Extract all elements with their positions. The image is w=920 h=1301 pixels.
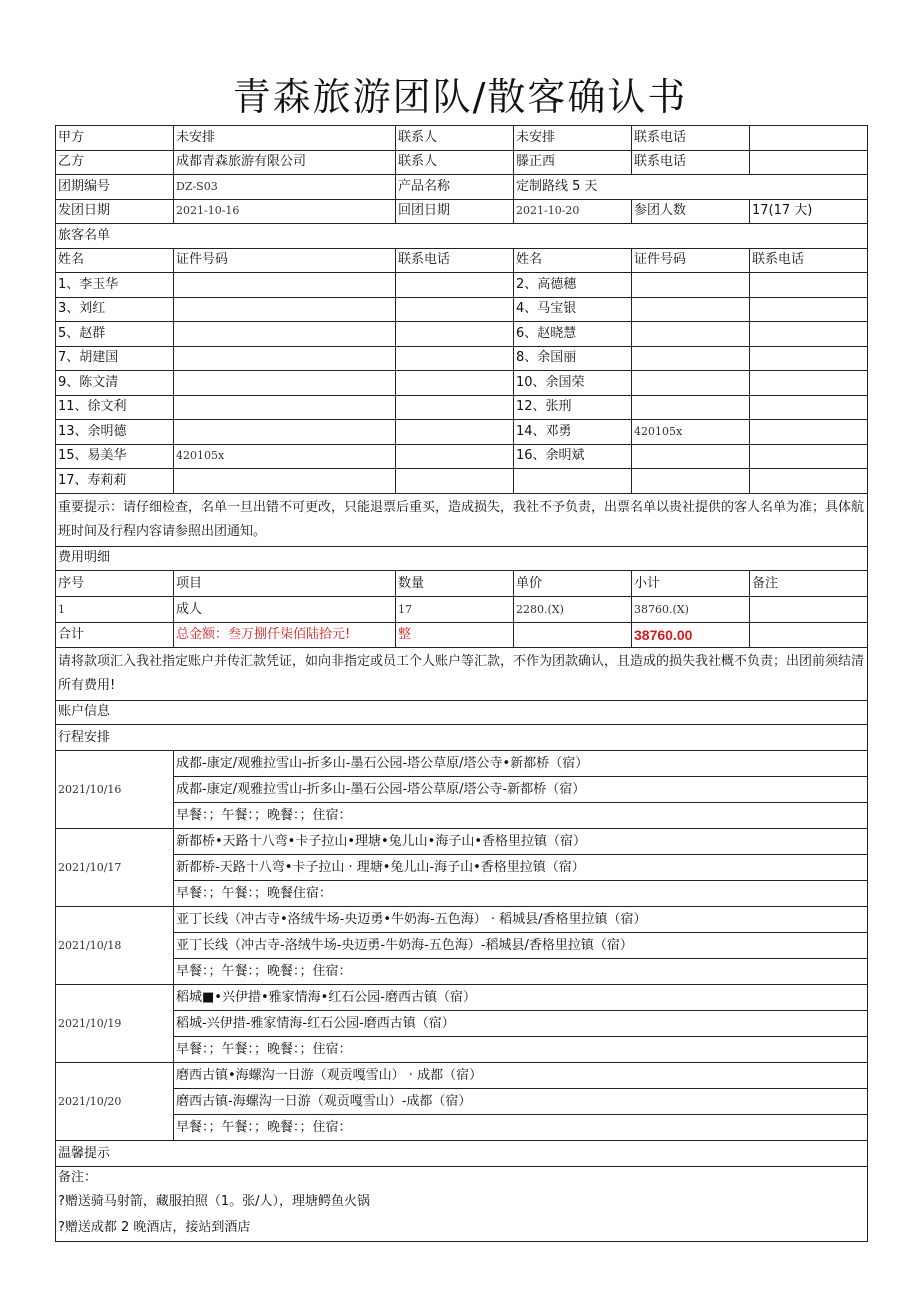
- fee-qty: 17: [396, 597, 514, 623]
- traveler-phone: [396, 371, 514, 396]
- traveler-id: [174, 273, 396, 298]
- payment-notice-row: [56, 647, 868, 700]
- itinerary-date: 2021/10/20: [56, 1063, 174, 1141]
- traveler-id: [632, 395, 750, 420]
- traveler-name: 8、余国丽: [514, 346, 632, 371]
- itinerary-route: 磨西古镇•海螺沟一日游（观贡嘎雪山） · 成都（宿）: [174, 1063, 868, 1089]
- traveler-id: 420105x: [174, 444, 396, 469]
- traveler-phone: [396, 322, 514, 347]
- party-b-phone-label: 联系电话: [632, 150, 750, 175]
- itinerary-route: 亚丁长线（冲古寺-洛绒牛场-央迈勇-牛奶海-五色海）-稻城县/香格里拉镇（宿）: [174, 933, 868, 959]
- traveler-name: 7、胡建国: [56, 346, 174, 371]
- itinerary-row: [56, 803, 868, 829]
- itinerary-date: 2021/10/18: [56, 907, 174, 985]
- tips-row: [56, 1141, 868, 1167]
- party-b-row: [56, 150, 868, 175]
- traveler-phone: [396, 297, 514, 322]
- count-label: 参团人数: [632, 199, 750, 224]
- important-notice-row: [56, 493, 868, 546]
- product-name: 定制路线 5 天: [514, 175, 868, 200]
- traveler-phone: [750, 371, 868, 396]
- confirmation-table: [55, 125, 868, 1242]
- party-a-contact: 未安排: [514, 126, 632, 151]
- itinerary-row: [56, 777, 868, 803]
- traveler-id: [174, 420, 396, 445]
- traveler-name: 12、张刑: [514, 395, 632, 420]
- fees-section-label: 费用明细: [56, 546, 868, 571]
- itinerary-date: 2021/10/16: [56, 751, 174, 829]
- itinerary-row: [56, 855, 868, 881]
- itinerary-meals: 早餐：；午餐：；晚餐：；住宿：: [174, 1037, 868, 1063]
- party-b-contact-label: 联系人: [396, 150, 514, 175]
- itinerary-row: [56, 933, 868, 959]
- header-id-2: 证件号码: [632, 248, 750, 273]
- account-label: 账户信息: [56, 700, 868, 725]
- fee-header-qty: 数量: [396, 571, 514, 597]
- traveler-row: [56, 297, 868, 322]
- traveler-phone: [396, 346, 514, 371]
- total-words: 总金额：叁万捌仟柒佰陆拾元!: [174, 623, 396, 648]
- traveler-id: [632, 346, 750, 371]
- itinerary-route: 成都-康定/观雅拉雪山-折多山-墨石公园-塔公草原/塔公寺-新都桥（宿）: [174, 777, 868, 803]
- total-remark: [750, 623, 868, 648]
- traveler-row: [56, 395, 868, 420]
- party-b-label: 乙方: [56, 150, 174, 175]
- traveler-phone: [396, 444, 514, 469]
- traveler-phone: [750, 469, 868, 494]
- itinerary-row: [56, 959, 868, 985]
- itinerary-route: 成都-康定/观雅拉雪山-折多山-墨石公园-塔公草原/塔公寺•新都桥（宿）: [174, 751, 868, 777]
- fees-section-row: [56, 546, 868, 571]
- itinerary-date: 2021/10/19: [56, 985, 174, 1063]
- fee-item: 成人: [174, 597, 396, 623]
- traveler-row: [56, 322, 868, 347]
- traveler-phone: [750, 322, 868, 347]
- fee-row: [56, 597, 868, 623]
- itinerary-route: 新都桥•天路十八弯•卡子拉山•理塘•兔儿山•海子山•香格里拉镇（宿）: [174, 829, 868, 855]
- important-notice: 重要提示：请仔细检查，名单一旦出错不可更改，只能退票后重买，造成损失，我社不予负责，出票名单以贵社提供的客人名单为准；具体航班时间及行程内容请参照出团通知。: [56, 493, 868, 546]
- payment-notice: 请将款项汇入我社指定账户并传汇款凭证，如向非指定或员工个人账户等汇款，不作为团款确认，且造成的损失我社概不负责；出团前须结清所有费用!: [56, 647, 868, 700]
- header-name-2: 姓名: [514, 248, 632, 273]
- tips-remarks: [56, 1141, 868, 1242]
- party-a-phone: [750, 126, 868, 151]
- total-label: 合计: [56, 623, 174, 648]
- party-a-contact-label: 联系人: [396, 126, 514, 151]
- total-words-suffix: 整: [396, 623, 514, 648]
- itinerary-row: [56, 829, 868, 855]
- party-a-row: [56, 126, 868, 151]
- group-code: DZ-S03: [174, 175, 396, 200]
- traveler-id: [174, 371, 396, 396]
- fee-remark: [750, 597, 868, 623]
- traveler-phone: [750, 444, 868, 469]
- itinerary-route: 稻城■•兴伊措•雅家情海•红石公园-磨西古镇（宿）: [174, 985, 868, 1011]
- itinerary-row: [56, 1011, 868, 1037]
- itinerary-section-row: [56, 725, 868, 751]
- traveler-count: 17(17 大): [750, 199, 868, 224]
- header-phone-2: 联系电话: [750, 248, 868, 273]
- itinerary-row: [56, 751, 868, 777]
- traveler-phone: [750, 273, 868, 298]
- itinerary-row: [56, 1063, 868, 1089]
- traveler-phone: [750, 346, 868, 371]
- depart-label: 发团日期: [56, 199, 174, 224]
- traveler-row: [56, 346, 868, 371]
- remarks-item: ?赠送成都 2 晚酒店，接站到酒店: [56, 1215, 868, 1242]
- total-amount: 38760.00: [632, 623, 750, 648]
- itinerary-row: [56, 985, 868, 1011]
- traveler-phone: [396, 395, 514, 420]
- itinerary-row: [56, 1037, 868, 1063]
- notice-fees: [56, 493, 868, 751]
- travelers-header-row: [56, 248, 868, 273]
- party-b-contact: 滕正西: [514, 150, 632, 175]
- traveler-phone: [396, 420, 514, 445]
- traveler-id: [632, 322, 750, 347]
- traveler-id: [174, 469, 396, 494]
- itinerary-meals: 早餐：；午餐：；晚餐：；住宿：: [174, 1115, 868, 1141]
- itinerary-route: 磨西古镇-海螺沟一日游（观贡嘎雪山）-成都（宿）: [174, 1089, 868, 1115]
- traveler-name: 3、刘红: [56, 297, 174, 322]
- itinerary-row: [56, 881, 868, 907]
- traveler-name: [514, 469, 632, 494]
- traveler-name: 10、余国荣: [514, 371, 632, 396]
- traveler-name: 4、马宝银: [514, 297, 632, 322]
- itinerary-meals: 早餐：；午餐：；晚餐：；住宿：: [174, 803, 868, 829]
- party-a-label: 甲方: [56, 126, 174, 151]
- fee-header-subtotal: 小计: [632, 571, 750, 597]
- traveler-row: [56, 444, 868, 469]
- account-row: [56, 700, 868, 725]
- fee-price: 2280.(X): [514, 597, 632, 623]
- party-b-phone: [750, 150, 868, 175]
- party-b-value: 成都青森旅游有限公司: [174, 150, 396, 175]
- travelers-section-label: 旅客名单: [56, 224, 868, 249]
- traveler-rows: [56, 273, 868, 494]
- return-date: 2021-10-20: [514, 199, 632, 224]
- travelers-section-row: [56, 224, 868, 249]
- traveler-row: [56, 420, 868, 445]
- traveler-id: [632, 469, 750, 494]
- traveler-id: [174, 346, 396, 371]
- total-blank: [514, 623, 632, 648]
- itinerary-row: [56, 1115, 868, 1141]
- itinerary-route: 稻城-兴伊措-雅家情海-红石公园-磨西古镇（宿）: [174, 1011, 868, 1037]
- product-label: 产品名称: [396, 175, 514, 200]
- party-a-phone-label: 联系电话: [632, 126, 750, 151]
- traveler-phone: [396, 469, 514, 494]
- traveler-id: [632, 371, 750, 396]
- traveler-id: [632, 273, 750, 298]
- remarks-label-row: [56, 1167, 868, 1190]
- traveler-name: 11、徐文利: [56, 395, 174, 420]
- remarks-item: ?赠送骑马射箭，藏服拍照（1。张/人），理塘鳄鱼火锅: [56, 1189, 868, 1215]
- traveler-id: [174, 395, 396, 420]
- traveler-phone: [396, 273, 514, 298]
- traveler-row: [56, 469, 868, 494]
- itinerary-section-label: 行程安排: [56, 725, 868, 751]
- traveler-name: 16、余明斌: [514, 444, 632, 469]
- header-phone-1: 联系电话: [396, 248, 514, 273]
- total-row: [56, 623, 868, 648]
- traveler-name: 17、寿莉莉: [56, 469, 174, 494]
- itinerary-meals: 早餐：；午餐：；晚餐住宿：: [174, 881, 868, 907]
- traveler-id: [174, 297, 396, 322]
- traveler-row: [56, 371, 868, 396]
- fees-header-row: [56, 571, 868, 597]
- traveler-name: 5、赵群: [56, 322, 174, 347]
- return-label: 回团日期: [396, 199, 514, 224]
- fee-subtotal: 38760.(X): [632, 597, 750, 623]
- itinerary-rows: [56, 751, 868, 1141]
- itinerary-meals: 早餐：；午餐：；晚餐：；住宿：: [174, 959, 868, 985]
- party-a-value: 未安排: [174, 126, 396, 151]
- traveler-row: [56, 273, 868, 298]
- tips-label: 温馨提示: [56, 1141, 868, 1167]
- page-title: 青森旅游团队/散客确认书: [232, 75, 688, 119]
- header-id-1: 证件号码: [174, 248, 396, 273]
- group-code-label: 团期编号: [56, 175, 174, 200]
- traveler-name: 1、李玉华: [56, 273, 174, 298]
- traveler-id: [632, 444, 750, 469]
- traveler-id: [632, 297, 750, 322]
- group-row: [56, 175, 868, 200]
- fee-header-item: 项目: [174, 571, 396, 597]
- remarks-label: 备注：: [56, 1167, 868, 1190]
- itinerary-route: 新都桥-天路十八弯•卡子拉山 · 理塘•兔儿山-海子山•香格里拉镇（宿）: [174, 855, 868, 881]
- fee-header-price: 单价: [514, 571, 632, 597]
- itinerary-route: 亚丁长线（冲古寺•洛绒牛场-央迈勇•牛奶海-五色海） · 稻城县/香格里拉镇（宿）: [174, 907, 868, 933]
- dates-row: [56, 199, 868, 224]
- itinerary-row: [56, 1089, 868, 1115]
- fee-header-index: 序号: [56, 571, 174, 597]
- traveler-phone: [750, 420, 868, 445]
- remarks-item-row: [56, 1215, 868, 1242]
- traveler-name: 9、陈文清: [56, 371, 174, 396]
- fee-header-remark: 备注: [750, 571, 868, 597]
- traveler-name: 15、易美华: [56, 444, 174, 469]
- header-name-1: 姓名: [56, 248, 174, 273]
- depart-date: 2021-10-16: [174, 199, 396, 224]
- itinerary-row: [56, 907, 868, 933]
- traveler-phone: [750, 395, 868, 420]
- remarks-item-row: [56, 1189, 868, 1215]
- traveler-name: 2、高德穗: [514, 273, 632, 298]
- fee-index: 1: [56, 597, 174, 623]
- traveler-id: 420105x: [632, 420, 750, 445]
- traveler-name: 6、赵晓慧: [514, 322, 632, 347]
- traveler-phone: [750, 297, 868, 322]
- itinerary-date: 2021/10/17: [56, 829, 174, 907]
- traveler-id: [174, 322, 396, 347]
- traveler-name: 13、余明德: [56, 420, 174, 445]
- traveler-name: 14、邓勇: [514, 420, 632, 445]
